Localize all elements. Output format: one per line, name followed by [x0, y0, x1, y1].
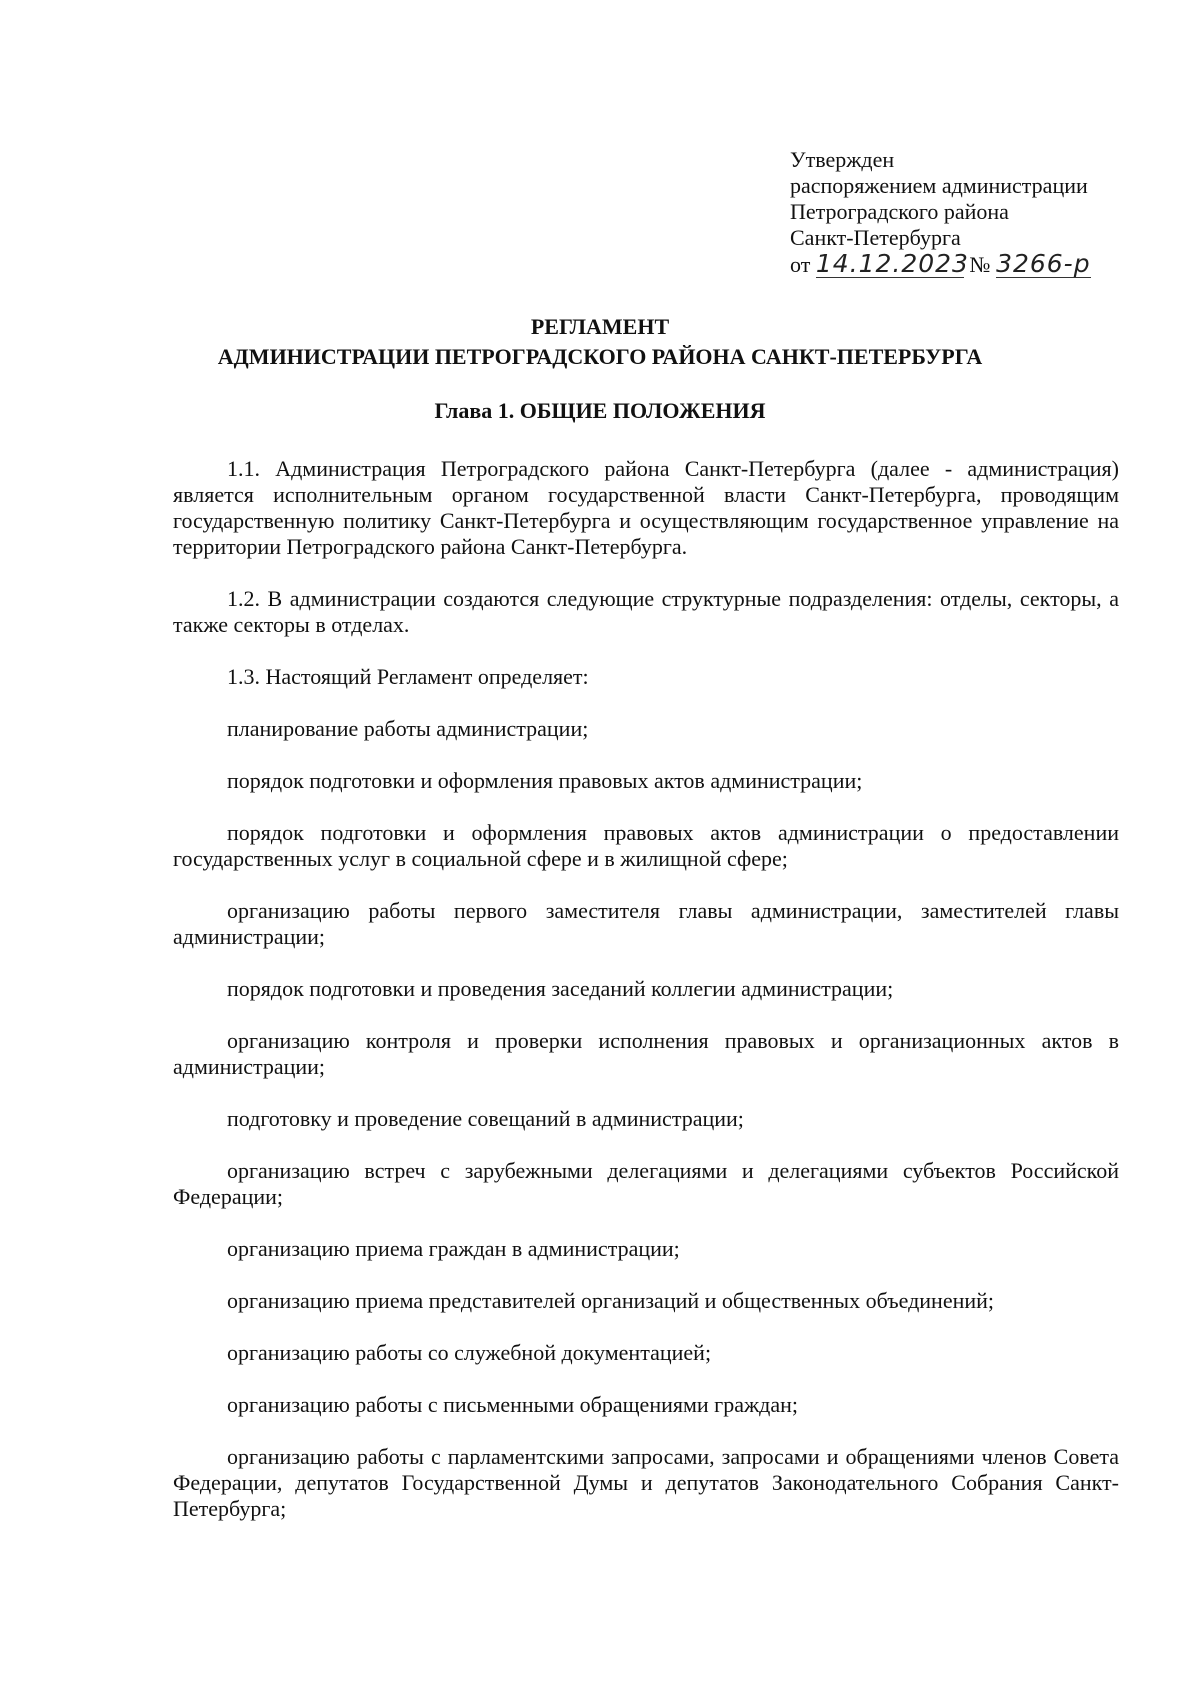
list-item: организацию встреч с зарубежными делегациями и делегациями субъектов Российской Федерации; [173, 1158, 1119, 1209]
approval-stamp [790, 147, 1130, 278]
paragraph: 1.2. В администрации создаются следующие структурные подразделения: отделы, секторы, а также секторы в отделах. [173, 586, 1119, 637]
list-item: организацию приема представителей организаций и общественных объединений; [227, 1288, 995, 1313]
list-item: порядок подготовки и проведения заседаний коллегии администрации; [227, 976, 894, 1001]
list-item: организацию приема граждан в администрации; [227, 1236, 680, 1261]
paragraph: 1.1. Администрация Петроградского района Санкт-Петербурга (далее - администрация) является исполнительным органом государственной власти Санкт-Петербурга, проводящим государственную политику Санкт-Петербурга и осуществляющим государственное управление на территории Петроградского района Санкт-Петербурга. [173, 456, 1119, 559]
title-line-1: РЕГЛАМЕНТ [530, 314, 670, 339]
date-prefix: от [790, 252, 811, 277]
list-item: порядок подготовки и оформления правовых актов администрации о предоставлении государственных услуг в социальной сфере и в жилищной сфере; [173, 820, 1119, 871]
approval-line: распоряжением администрации [790, 173, 1088, 198]
document-title [0, 312, 1200, 372]
list-item: подготовку и проведение совещаний в администрации; [227, 1106, 744, 1131]
list-item: организацию работы первого заместителя главы администрации, заместителей главы администрации; [173, 898, 1119, 949]
approval-date-number [790, 251, 1130, 278]
approval-line: Петроградского района [790, 199, 1009, 224]
handwritten-number: 3266-р [996, 249, 1091, 278]
list-item: организацию контроля и проверки исполнения правовых и организационных актов в администрации; [173, 1028, 1119, 1079]
title-line-2: АДМИНИСТРАЦИИ ПЕТРОГРАДСКОГО РАЙОНА САНКТ-ПЕТЕРБУРГА [217, 344, 983, 369]
list-item: порядок подготовки и оформления правовых актов администрации; [227, 768, 863, 793]
approval-line: Санкт-Петербурга [790, 225, 961, 250]
paragraph: 1.3. Настоящий Регламент определяет: [227, 664, 589, 689]
list-item: организацию работы с парламентскими запросами, запросами и обращениями членов Совета Федерации, депутатов Государственной Думы и депутатов Законодательного Собрания Санкт-Петербурга; [173, 1444, 1119, 1521]
document-body [173, 456, 1119, 1548]
list-item: планирование работы администрации; [227, 716, 589, 741]
list-item: организацию работы со служебной документацией; [227, 1340, 712, 1365]
list-item: организацию работы с письменными обращениями граждан; [227, 1392, 799, 1417]
chapter-heading: Глава 1. ОБЩИЕ ПОЛОЖЕНИЯ [434, 398, 766, 423]
number-prefix: № [969, 252, 991, 277]
approval-line: Утвержден [790, 147, 895, 172]
handwritten-date: 14.12.2023 [815, 249, 969, 278]
